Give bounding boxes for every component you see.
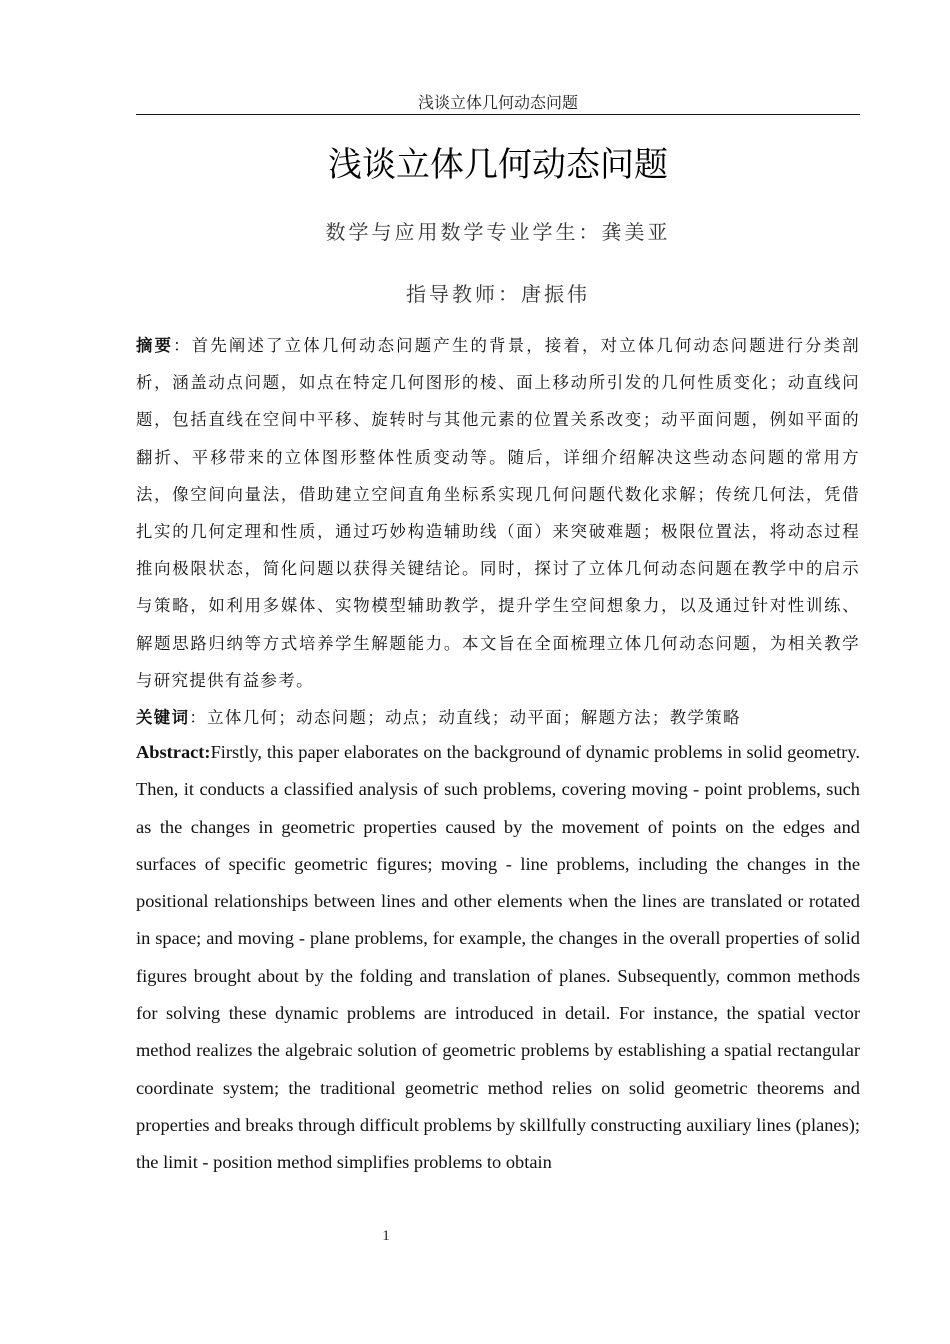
abstract-chinese-text: 首先阐述了立体几何动态问题产生的背景，接着，对立体几何动态问题进行分类剖析，涵盖动点问题，如点在特定几何图形的棱、面上移动所引发的几何性质变化；动直线问题，包括直线在空间中平移、旋转时与其他元素的位置关系改变；动平面问题，例如平面的翻折、平移带来的立体图形整体性质变动等。随后，详细介绍解决这些动态问题的常用方法，像空间向量法，借助建立空间直角坐标系实现几何问题代数化求解；传统几何法，凭借扎实的几何定理和性质，通过巧妙构造辅助线（面）来突破难题；极限位置法，将动态过程推向极限状态，简化问题以获得关键结论。同时，探讨了立体几何动态问题在教学中的启示与策略，如利用多媒体、实物模型辅助教学，提升学生空间想象力，以及通过针对性训练、解题思路归纳等方式培养学生解题能力。本文旨在全面梳理立体几何动态问题，为相关教学与研究提供有益参考。 [136, 336, 860, 690]
advisor-line: 指导教师：唐振伟 [406, 282, 590, 306]
keywords-separator: ： [189, 708, 208, 727]
abstract-english-text: Firstly, this paper elaborates on the background of dynamic problems in solid geometry. Then, it conducts a classified analysis of such problems, covering moving - point problems, such as the changes in geometric properties caused by the movement of points on the edges and surfaces of specific geometric figures; moving - line problems, including the changes in the positional relationships between lines and other elements when the lines are translated or rotated in space; and moving - plane problems, for example, the changes in the overall properties of solid figures brought about by the folding and translation of planes. Subsequently, common methods for solving these dynamic problems are introduced in detail. For instance, the spatial vector method realizes the algebraic solution of geometric problems by establishing a spatial rectangular coordinate system; the traditional geometric method relies on solid geometric theorems and properties and breaks through difficult problems by skillfully constructing auxiliary lines (planes); the limit - position method simplifies problems to obtain [136, 742, 860, 1173]
abstract-english [136, 734, 860, 1182]
abstract-chinese-separator: ： [173, 336, 192, 355]
keywords-text: 立体几何；动态问题；动点；动直线；动平面；解题方法；教学策略 [207, 708, 741, 727]
page-number: 1 [382, 1228, 390, 1244]
paper-title: 浅谈立体几何动态问题 [328, 145, 668, 185]
abstract-english-label: Abstract: [136, 742, 211, 762]
abstract-chinese-label: 摘要 [136, 336, 174, 355]
author-line: 数学与应用数学专业学生：龚美亚 [325, 220, 671, 244]
abstract-chinese [136, 327, 860, 699]
running-header: 浅谈立体几何动态问题 [136, 92, 860, 115]
keywords-label: 关键词 [136, 708, 190, 727]
keywords-chinese [136, 699, 860, 736]
